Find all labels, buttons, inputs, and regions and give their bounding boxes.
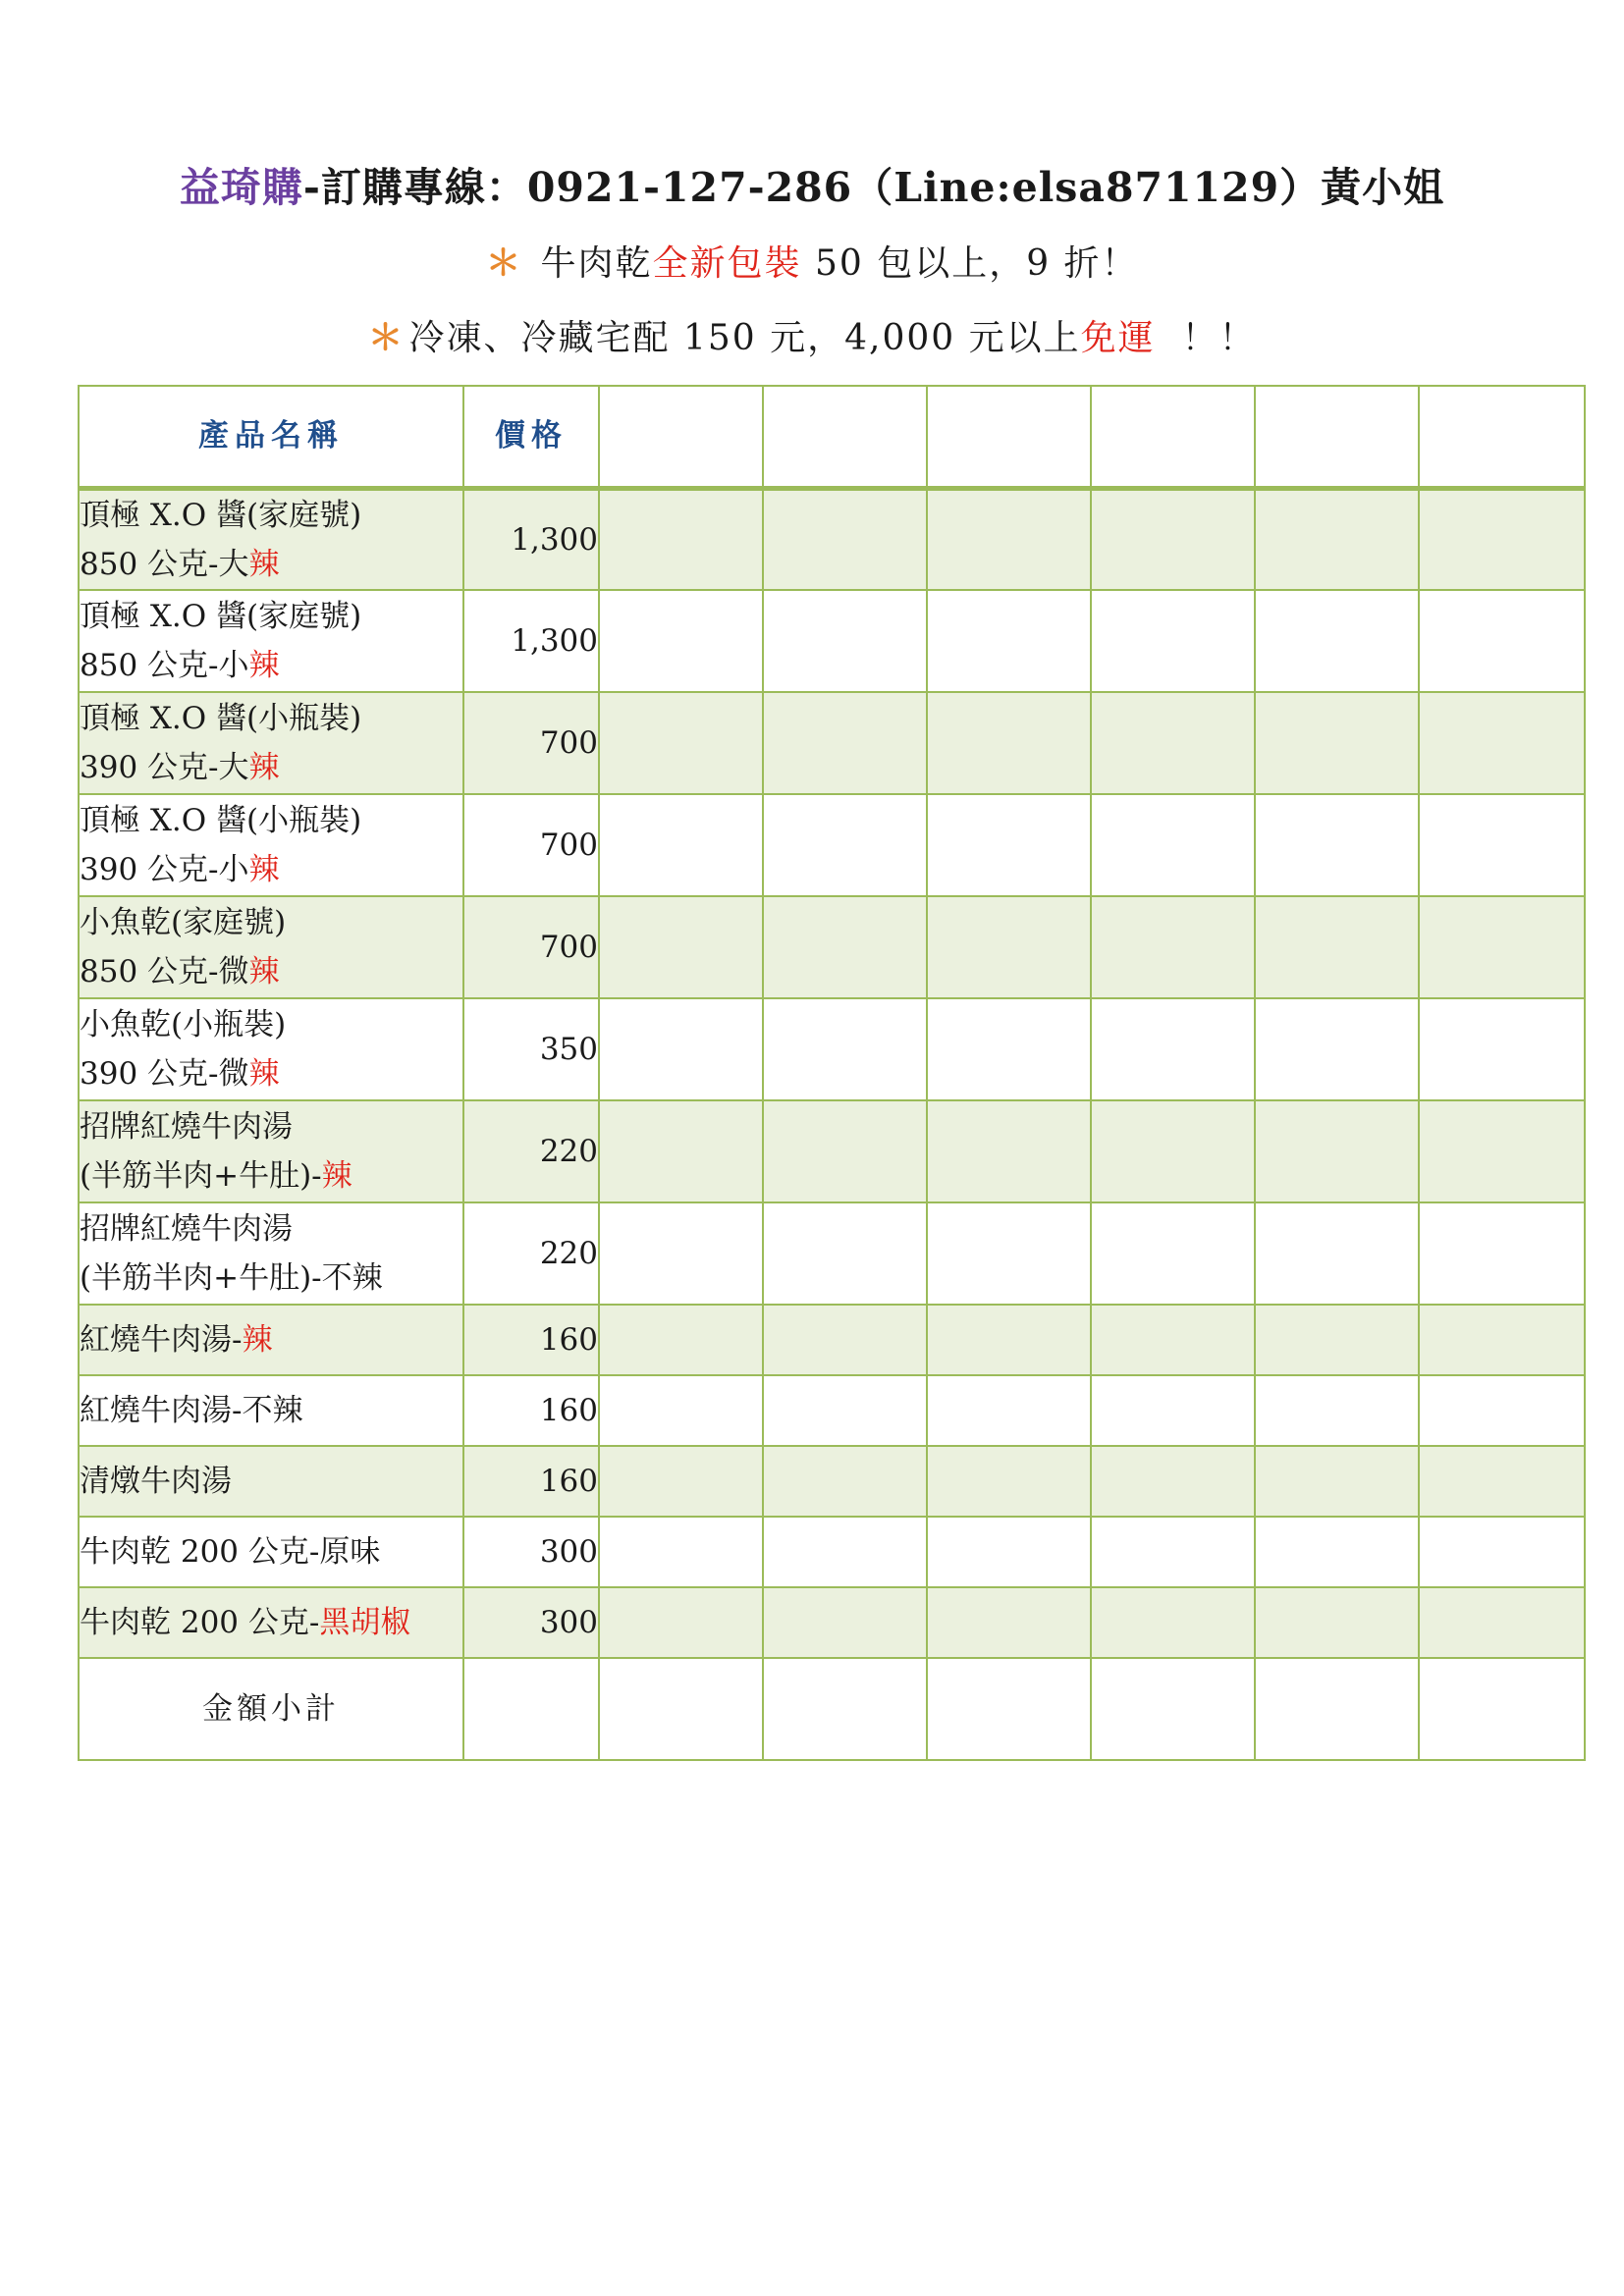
table-row bbox=[79, 1517, 1585, 1587]
product-name-line2 bbox=[80, 743, 462, 792]
product-name-text: 紅燒牛肉湯-不辣 bbox=[80, 1393, 303, 1428]
qty-cell[interactable] bbox=[599, 590, 763, 692]
qty-cell[interactable] bbox=[763, 1658, 927, 1760]
qty-cell[interactable] bbox=[1255, 896, 1419, 998]
qty-cell[interactable] bbox=[1255, 1100, 1419, 1202]
table-row bbox=[79, 1202, 1585, 1305]
table-row bbox=[79, 1446, 1585, 1517]
qty-cell[interactable] bbox=[763, 794, 927, 896]
qty-cell[interactable] bbox=[1255, 998, 1419, 1100]
spicy-label: 辣 bbox=[321, 1158, 352, 1194]
table-row bbox=[79, 1375, 1585, 1446]
qty-cell[interactable] bbox=[927, 1517, 1091, 1587]
qty-cell[interactable] bbox=[599, 1587, 763, 1658]
qty-cell[interactable] bbox=[599, 1202, 763, 1305]
qty-cell[interactable] bbox=[927, 1305, 1091, 1375]
product-spec: 850 公克-微 bbox=[80, 954, 249, 989]
qty-cell[interactable] bbox=[599, 386, 763, 488]
promo-line-jerky bbox=[0, 236, 1624, 286]
table-header-row bbox=[79, 386, 1585, 488]
promo1-pre: 牛肉乾 bbox=[540, 243, 653, 284]
product-price: 300 bbox=[463, 1517, 599, 1587]
qty-cell[interactable] bbox=[927, 794, 1091, 896]
qty-cell[interactable] bbox=[1419, 692, 1585, 794]
qty-cell[interactable] bbox=[1091, 1305, 1255, 1375]
qty-cell[interactable] bbox=[1255, 1305, 1419, 1375]
product-name-line2 bbox=[80, 1151, 462, 1201]
product-name-line2 bbox=[80, 947, 462, 996]
qty-cell[interactable] bbox=[1091, 1658, 1255, 1760]
product-price: 350 bbox=[463, 998, 599, 1100]
promo-line-shipping bbox=[0, 310, 1624, 360]
qty-cell[interactable] bbox=[763, 692, 927, 794]
qty-cell[interactable] bbox=[1419, 998, 1585, 1100]
product-spec: (半筋半肉+牛肚)-不辣 bbox=[80, 1260, 383, 1296]
product-name bbox=[79, 1202, 463, 1305]
product-name bbox=[79, 1517, 463, 1587]
qty-cell[interactable] bbox=[599, 896, 763, 998]
qty-cell[interactable] bbox=[1091, 692, 1255, 794]
qty-cell[interactable] bbox=[1255, 1202, 1419, 1305]
product-name bbox=[79, 998, 463, 1100]
product-name-line1: 頂極 X.O 醬(小瓶裝) bbox=[80, 701, 362, 736]
qty-cell[interactable] bbox=[763, 1202, 927, 1305]
promo2-highlight: 免運 bbox=[1080, 318, 1156, 358]
qty-cell[interactable] bbox=[1091, 998, 1255, 1100]
qty-cell[interactable] bbox=[1419, 1446, 1585, 1517]
qty-cell[interactable] bbox=[763, 386, 927, 488]
product-spec: 390 公克-大 bbox=[80, 750, 249, 785]
qty-cell[interactable] bbox=[599, 488, 763, 590]
qty-cell[interactable] bbox=[763, 1100, 927, 1202]
table-row bbox=[79, 1100, 1585, 1202]
qty-cell[interactable] bbox=[1255, 692, 1419, 794]
qty-cell[interactable] bbox=[599, 998, 763, 1100]
product-price: 160 bbox=[463, 1305, 599, 1375]
qty-cell[interactable] bbox=[1419, 1517, 1585, 1587]
header-product-name: 產品名稱 bbox=[79, 386, 463, 488]
header-price: 價格 bbox=[463, 386, 599, 488]
qty-cell[interactable] bbox=[599, 1305, 763, 1375]
qty-cell[interactable] bbox=[1419, 794, 1585, 896]
product-name-line1: 頂極 X.O 醬(小瓶裝) bbox=[80, 803, 362, 838]
product-price: 300 bbox=[463, 1587, 599, 1658]
table-row bbox=[79, 794, 1585, 896]
subtotal-row bbox=[79, 1658, 1585, 1760]
qty-cell[interactable] bbox=[1091, 1517, 1255, 1587]
promo1-highlight: 全新包裝 bbox=[652, 243, 802, 284]
subtotal-label: 金額小計 bbox=[79, 1658, 463, 1760]
product-name-text: 牛肉乾 200 公克- bbox=[80, 1605, 320, 1640]
product-name-text: 紅燒牛肉湯- bbox=[80, 1322, 243, 1358]
page-title bbox=[0, 155, 1624, 213]
product-name bbox=[79, 1100, 463, 1202]
qty-cell[interactable] bbox=[1091, 1202, 1255, 1305]
qty-cell[interactable] bbox=[1419, 1305, 1585, 1375]
product-spec: (半筋半肉+牛肚)- bbox=[80, 1158, 322, 1194]
qty-cell[interactable] bbox=[1255, 1375, 1419, 1446]
qty-cell[interactable] bbox=[1255, 794, 1419, 896]
table-row bbox=[79, 896, 1585, 998]
qty-cell[interactable] bbox=[599, 1446, 763, 1517]
qty-cell[interactable] bbox=[1091, 386, 1255, 488]
qty-cell[interactable] bbox=[927, 896, 1091, 998]
qty-cell[interactable] bbox=[599, 1100, 763, 1202]
product-name bbox=[79, 794, 463, 896]
product-name-line1: 小魚乾(家庭號) bbox=[80, 905, 287, 940]
qty-cell[interactable] bbox=[1255, 1658, 1419, 1760]
spicy-label: 辣 bbox=[248, 954, 280, 989]
product-name-line1: 頂極 X.O 醬(家庭號) bbox=[80, 599, 362, 634]
product-name bbox=[79, 896, 463, 998]
qty-cell[interactable] bbox=[1419, 1375, 1585, 1446]
product-price: 1,300 bbox=[463, 590, 599, 692]
qty-cell[interactable] bbox=[1255, 1517, 1419, 1587]
qty-cell[interactable] bbox=[763, 896, 927, 998]
qty-cell[interactable] bbox=[1091, 590, 1255, 692]
qty-cell[interactable] bbox=[1255, 488, 1419, 590]
product-name-line2 bbox=[80, 845, 462, 894]
qty-cell[interactable] bbox=[599, 1658, 763, 1760]
table-row bbox=[79, 998, 1585, 1100]
spicy-label: 辣 bbox=[248, 546, 280, 582]
spicy-label: 黑胡椒 bbox=[319, 1605, 411, 1640]
qty-cell[interactable] bbox=[763, 1446, 927, 1517]
product-spec: 390 公克-小 bbox=[80, 852, 249, 887]
product-price: 220 bbox=[463, 1202, 599, 1305]
product-name bbox=[79, 1587, 463, 1658]
shop-name: 益琦購 bbox=[179, 164, 303, 211]
qty-cell[interactable] bbox=[927, 692, 1091, 794]
qty-cell[interactable] bbox=[1419, 1587, 1585, 1658]
spicy-label: 辣 bbox=[248, 852, 280, 887]
product-name bbox=[79, 1375, 463, 1446]
product-name-line1: 頂極 X.O 醬(家庭號) bbox=[80, 497, 362, 533]
table-row bbox=[79, 590, 1585, 692]
qty-cell[interactable] bbox=[1091, 1375, 1255, 1446]
qty-cell[interactable] bbox=[927, 590, 1091, 692]
qty-cell[interactable] bbox=[1419, 488, 1585, 590]
qty-cell[interactable] bbox=[763, 1305, 927, 1375]
promo2-pre: 冷凍、冷藏宅配 150 元，4,000 元以上 bbox=[408, 318, 1081, 358]
qty-cell[interactable] bbox=[1419, 1202, 1585, 1305]
qty-cell[interactable] bbox=[599, 1375, 763, 1446]
subtotal-amount-cell[interactable] bbox=[463, 1658, 599, 1760]
qty-cell[interactable] bbox=[763, 1587, 927, 1658]
qty-cell[interactable] bbox=[1091, 488, 1255, 590]
product-name-line1: 招牌紅燒牛肉湯 bbox=[80, 1211, 293, 1247]
qty-cell[interactable] bbox=[927, 1100, 1091, 1202]
qty-cell[interactable] bbox=[1255, 1446, 1419, 1517]
qty-cell[interactable] bbox=[599, 794, 763, 896]
product-spec: 390 公克-微 bbox=[80, 1056, 249, 1092]
product-name-line1: 招牌紅燒牛肉湯 bbox=[80, 1109, 293, 1145]
qty-cell[interactable] bbox=[1419, 1658, 1585, 1760]
product-spec: 850 公克-大 bbox=[80, 546, 249, 582]
spicy-label: 辣 bbox=[242, 1322, 273, 1358]
qty-cell[interactable] bbox=[1419, 590, 1585, 692]
table-row bbox=[79, 1587, 1585, 1658]
qty-cell[interactable] bbox=[763, 590, 927, 692]
qty-cell[interactable] bbox=[927, 1446, 1091, 1517]
hotline-text: -訂購專線：0921-127-286（Line:elsa871129）黃小姐 bbox=[302, 164, 1445, 211]
qty-cell[interactable] bbox=[1419, 896, 1585, 998]
promo2-post: ！！ bbox=[1155, 318, 1257, 358]
qty-cell[interactable] bbox=[763, 1517, 927, 1587]
qty-cell[interactable] bbox=[1419, 386, 1585, 488]
qty-cell[interactable] bbox=[1091, 794, 1255, 896]
spicy-label: 辣 bbox=[248, 1056, 280, 1092]
qty-cell[interactable] bbox=[599, 692, 763, 794]
product-price: 700 bbox=[463, 794, 599, 896]
product-name bbox=[79, 488, 463, 590]
product-name-text: 牛肉乾 200 公克-原味 bbox=[80, 1534, 381, 1570]
qty-cell[interactable] bbox=[599, 1517, 763, 1587]
product-name bbox=[79, 692, 463, 794]
promo1-post: 50 包以上，9 折！ bbox=[801, 243, 1139, 284]
qty-cell[interactable] bbox=[1091, 1100, 1255, 1202]
qty-cell[interactable] bbox=[763, 488, 927, 590]
product-spec: 850 公克-小 bbox=[80, 648, 249, 683]
qty-cell[interactable] bbox=[1091, 1587, 1255, 1658]
asterisk-icon: ＊ bbox=[485, 242, 523, 284]
table-row bbox=[79, 1305, 1585, 1375]
table-row bbox=[79, 692, 1585, 794]
product-name-line1: 小魚乾(小瓶裝) bbox=[80, 1007, 287, 1042]
qty-cell[interactable] bbox=[927, 488, 1091, 590]
product-name-text: 清燉牛肉湯 bbox=[80, 1464, 232, 1499]
table-row bbox=[79, 488, 1585, 590]
qty-cell[interactable] bbox=[763, 1375, 927, 1446]
qty-cell[interactable] bbox=[1255, 386, 1419, 488]
product-price: 220 bbox=[463, 1100, 599, 1202]
qty-cell[interactable] bbox=[927, 1587, 1091, 1658]
asterisk-icon: ＊ bbox=[367, 317, 406, 358]
qty-cell[interactable] bbox=[763, 998, 927, 1100]
product-name bbox=[79, 590, 463, 692]
qty-cell[interactable] bbox=[1091, 896, 1255, 998]
qty-cell[interactable] bbox=[1091, 1446, 1255, 1517]
order-table bbox=[78, 385, 1586, 1761]
qty-cell[interactable] bbox=[927, 1202, 1091, 1305]
product-name bbox=[79, 1305, 463, 1375]
spicy-label: 辣 bbox=[248, 750, 280, 785]
product-name-line2 bbox=[80, 641, 462, 690]
qty-cell[interactable] bbox=[1255, 1587, 1419, 1658]
product-name-line2 bbox=[80, 1254, 462, 1303]
spicy-label: 辣 bbox=[248, 648, 280, 683]
product-name-line2 bbox=[80, 1049, 462, 1098]
qty-cell[interactable] bbox=[927, 386, 1091, 488]
product-price: 700 bbox=[463, 692, 599, 794]
product-price: 160 bbox=[463, 1446, 599, 1517]
qty-cell[interactable] bbox=[1255, 590, 1419, 692]
qty-cell[interactable] bbox=[1419, 1100, 1585, 1202]
product-price: 700 bbox=[463, 896, 599, 998]
product-price: 1,300 bbox=[463, 488, 599, 590]
product-price: 160 bbox=[463, 1375, 599, 1446]
product-name-line2 bbox=[80, 540, 462, 589]
qty-cell[interactable] bbox=[927, 1658, 1091, 1760]
qty-cell[interactable] bbox=[927, 998, 1091, 1100]
qty-cell[interactable] bbox=[927, 1375, 1091, 1446]
product-name bbox=[79, 1446, 463, 1517]
